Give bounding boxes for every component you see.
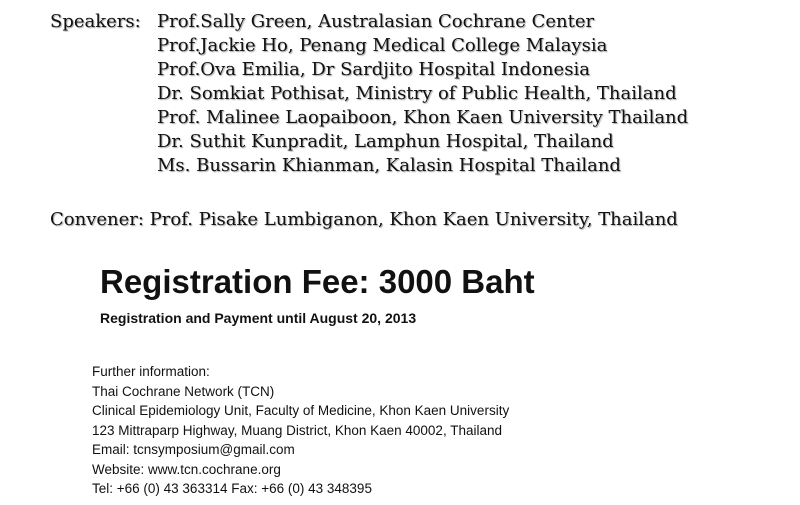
info-organization: Thai Cochrane Network (TCN) <box>92 383 275 399</box>
speaker-item: Dr. Somkiat Pothisat, Ministry of Public Health, Thailand <box>157 83 677 104</box>
info-phone-fax: Tel: +66 (0) 43 363314 Fax: +66 (0) 43 348395 <box>92 481 372 496</box>
registration-fee-heading: Registration Fee: 3000 Baht <box>100 263 535 300</box>
convener-line: Convener: Prof. Pisake Lumbiganon, Khon Kaen University, Thailand <box>50 209 678 230</box>
speaker-item: Prof. Malinee Laopaiboon, Khon Kaen University Thailand <box>157 107 689 128</box>
info-unit: Clinical Epidemiology Unit, Faculty of Medicine, Khon Kaen University <box>92 403 510 418</box>
speaker-item: Prof.Ova Emilia, Dr Sardjito Hospital Indonesia <box>157 59 590 80</box>
speaker-item: Dr. Suthit Kunpradit, Lamphun Hospital, Thailand <box>157 131 614 152</box>
registration-deadline: Registration and Payment until August 20, 2013 <box>100 310 417 326</box>
info-heading: Further information: <box>92 364 210 379</box>
speaker-item: Prof.Jackie Ho, Penang Medical College Malaysia <box>157 35 608 56</box>
info-address: 123 Mittraparp Highway, Muang District, Khon Kaen 40002, Thailand <box>92 422 502 438</box>
contact-info-block <box>92 362 509 499</box>
speaker-list <box>157 10 688 178</box>
speaker-item: Prof.Sally Green, Australasian Cochrane Center <box>157 11 595 32</box>
speakers-label: Speakers: <box>50 11 141 32</box>
info-email: Email: tcnsymposium@gmail.com <box>92 442 295 457</box>
speaker-item: Ms. Bussarin Khianman, Kalasin Hospital Thailand <box>157 155 621 176</box>
info-website: Website: www.tcn.cochrane.org <box>92 461 281 477</box>
